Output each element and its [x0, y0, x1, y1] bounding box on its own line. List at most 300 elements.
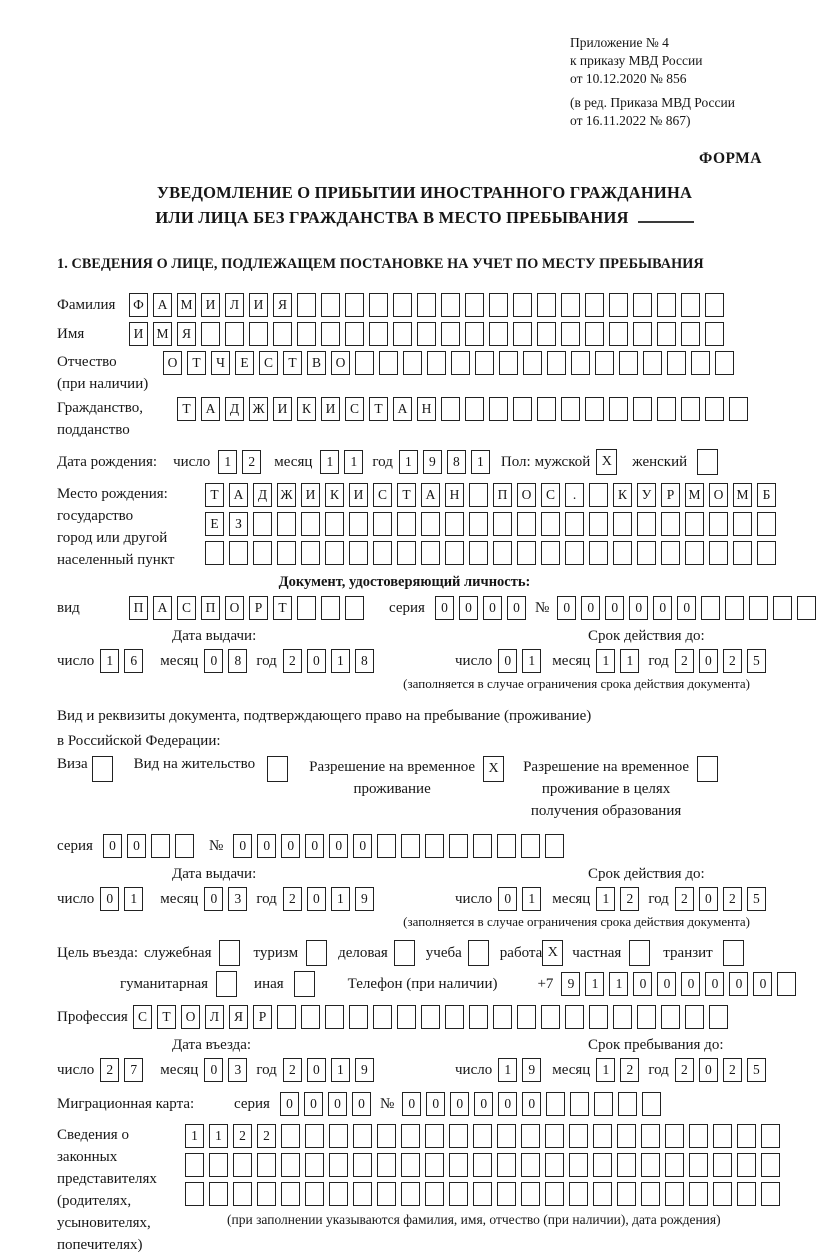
char-cell[interactable]: 2: [723, 887, 742, 911]
char-cell[interactable]: [489, 322, 508, 346]
char-cell[interactable]: [475, 351, 494, 375]
char-cell[interactable]: [667, 351, 686, 375]
char-cell[interactable]: К: [613, 483, 632, 507]
char-cell[interactable]: Д: [253, 483, 272, 507]
char-cell[interactable]: [449, 1124, 468, 1148]
char-cell[interactable]: [425, 1153, 444, 1177]
char-cell[interactable]: [417, 322, 436, 346]
char-cell[interactable]: 0: [233, 834, 252, 858]
char-cell[interactable]: [397, 512, 416, 536]
char-cell[interactable]: [661, 541, 680, 565]
char-cell[interactable]: 0: [204, 649, 223, 673]
char-cell[interactable]: [569, 1153, 588, 1177]
char-cell[interactable]: [709, 512, 728, 536]
char-cell[interactable]: [665, 1124, 684, 1148]
char-cell[interactable]: [277, 512, 296, 536]
char-cell[interactable]: [797, 596, 816, 620]
char-cell[interactable]: [609, 322, 628, 346]
char-cell[interactable]: [321, 596, 340, 620]
char-cell[interactable]: [493, 512, 512, 536]
char-cell[interactable]: [757, 512, 776, 536]
char-cell[interactable]: И: [321, 397, 340, 421]
char-cell[interactable]: [589, 483, 608, 507]
char-cell[interactable]: [349, 512, 368, 536]
char-cell[interactable]: [609, 397, 628, 421]
char-cell[interactable]: [689, 1153, 708, 1177]
char-cell[interactable]: [585, 293, 604, 317]
char-cell[interactable]: 0: [498, 887, 517, 911]
char-cell[interactable]: 1: [522, 649, 541, 673]
char-cell[interactable]: [521, 834, 540, 858]
char-cell[interactable]: Т: [397, 483, 416, 507]
char-cell[interactable]: [613, 1005, 632, 1029]
char-cell[interactable]: [369, 293, 388, 317]
purpose-work-checkbox[interactable]: X: [542, 940, 563, 966]
char-cell[interactable]: 3: [228, 1058, 247, 1082]
char-cell[interactable]: [325, 512, 344, 536]
char-cell[interactable]: [349, 541, 368, 565]
char-cell[interactable]: Л: [225, 293, 244, 317]
char-cell[interactable]: [465, 293, 484, 317]
char-cell[interactable]: 0: [657, 972, 676, 996]
char-cell[interactable]: [617, 1182, 636, 1206]
char-cell[interactable]: Ч: [211, 351, 230, 375]
char-cell[interactable]: Е: [205, 512, 224, 536]
char-cell[interactable]: 0: [280, 1092, 299, 1116]
char-cell[interactable]: [713, 1153, 732, 1177]
char-cell[interactable]: [425, 1124, 444, 1148]
char-cell[interactable]: [685, 1005, 704, 1029]
char-cell[interactable]: [705, 322, 724, 346]
char-cell[interactable]: Т: [157, 1005, 176, 1029]
gender-female-checkbox[interactable]: [697, 449, 718, 475]
char-cell[interactable]: [373, 541, 392, 565]
char-cell[interactable]: 0: [498, 1092, 517, 1116]
char-cell[interactable]: С: [177, 596, 196, 620]
char-cell[interactable]: П: [129, 596, 148, 620]
char-cell[interactable]: 0: [557, 596, 576, 620]
char-cell[interactable]: [569, 1182, 588, 1206]
char-cell[interactable]: 0: [329, 834, 348, 858]
char-cell[interactable]: 0: [522, 1092, 541, 1116]
char-cell[interactable]: [277, 1005, 296, 1029]
char-cell[interactable]: [593, 1153, 612, 1177]
char-cell[interactable]: Ж: [249, 397, 268, 421]
char-cell[interactable]: [379, 351, 398, 375]
char-cell[interactable]: 2: [283, 1058, 302, 1082]
char-cell[interactable]: [619, 351, 638, 375]
char-cell[interactable]: 0: [204, 1058, 223, 1082]
char-cell[interactable]: [517, 512, 536, 536]
char-cell[interactable]: 1: [596, 887, 615, 911]
char-cell[interactable]: [465, 397, 484, 421]
char-cell[interactable]: [545, 1182, 564, 1206]
char-cell[interactable]: 0: [705, 972, 724, 996]
char-cell[interactable]: [277, 541, 296, 565]
char-cell[interactable]: 0: [204, 887, 223, 911]
char-cell[interactable]: Н: [445, 483, 464, 507]
char-cell[interactable]: [229, 541, 248, 565]
char-cell[interactable]: С: [345, 397, 364, 421]
char-cell[interactable]: 1: [620, 649, 639, 673]
char-cell[interactable]: [613, 512, 632, 536]
char-cell[interactable]: 9: [522, 1058, 541, 1082]
char-cell[interactable]: Т: [177, 397, 196, 421]
char-cell[interactable]: [355, 351, 374, 375]
char-cell[interactable]: [301, 541, 320, 565]
char-cell[interactable]: [733, 541, 752, 565]
char-cell[interactable]: [253, 541, 272, 565]
char-cell[interactable]: [421, 512, 440, 536]
char-cell[interactable]: [685, 541, 704, 565]
char-cell[interactable]: 0: [328, 1092, 347, 1116]
gender-male-checkbox[interactable]: X: [596, 449, 617, 475]
char-cell[interactable]: 1: [585, 972, 604, 996]
char-cell[interactable]: [401, 1153, 420, 1177]
char-cell[interactable]: [637, 541, 656, 565]
char-cell[interactable]: 9: [355, 887, 374, 911]
char-cell[interactable]: [541, 512, 560, 536]
char-cell[interactable]: [537, 322, 556, 346]
char-cell[interactable]: [613, 541, 632, 565]
char-cell[interactable]: 1: [344, 450, 363, 474]
char-cell[interactable]: С: [133, 1005, 152, 1029]
char-cell[interactable]: [546, 1092, 565, 1116]
char-cell[interactable]: И: [249, 293, 268, 317]
char-cell[interactable]: [681, 397, 700, 421]
char-cell[interactable]: 7: [124, 1058, 143, 1082]
char-cell[interactable]: И: [201, 293, 220, 317]
char-cell[interactable]: [489, 397, 508, 421]
char-cell[interactable]: 0: [426, 1092, 445, 1116]
char-cell[interactable]: [757, 541, 776, 565]
char-cell[interactable]: [777, 972, 796, 996]
char-cell[interactable]: [273, 322, 292, 346]
char-cell[interactable]: [633, 322, 652, 346]
char-cell[interactable]: Е: [235, 351, 254, 375]
char-cell[interactable]: 0: [353, 834, 372, 858]
char-cell[interactable]: 1: [522, 887, 541, 911]
char-cell[interactable]: [585, 397, 604, 421]
char-cell[interactable]: [657, 397, 676, 421]
char-cell[interactable]: 2: [620, 887, 639, 911]
char-cell[interactable]: [565, 541, 584, 565]
char-cell[interactable]: 2: [620, 1058, 639, 1082]
char-cell[interactable]: В: [307, 351, 326, 375]
char-cell[interactable]: [561, 397, 580, 421]
char-cell[interactable]: [329, 1153, 348, 1177]
char-cell[interactable]: [209, 1153, 228, 1177]
char-cell[interactable]: 0: [681, 972, 700, 996]
char-cell[interactable]: [329, 1124, 348, 1148]
char-cell[interactable]: 0: [127, 834, 146, 858]
char-cell[interactable]: 6: [124, 649, 143, 673]
char-cell[interactable]: [541, 1005, 560, 1029]
char-cell[interactable]: [441, 322, 460, 346]
char-cell[interactable]: [233, 1153, 252, 1177]
char-cell[interactable]: [345, 293, 364, 317]
char-cell[interactable]: [497, 1124, 516, 1148]
char-cell[interactable]: [401, 834, 420, 858]
char-cell[interactable]: П: [493, 483, 512, 507]
char-cell[interactable]: [617, 1124, 636, 1148]
char-cell[interactable]: Т: [205, 483, 224, 507]
char-cell[interactable]: Ф: [129, 293, 148, 317]
char-cell[interactable]: [665, 1182, 684, 1206]
char-cell[interactable]: [593, 1124, 612, 1148]
char-cell[interactable]: М: [177, 293, 196, 317]
char-cell[interactable]: П: [201, 596, 220, 620]
char-cell[interactable]: [594, 1092, 613, 1116]
char-cell[interactable]: 2: [283, 887, 302, 911]
purpose-official-checkbox[interactable]: [219, 940, 240, 966]
char-cell[interactable]: 8: [228, 649, 247, 673]
char-cell[interactable]: К: [297, 397, 316, 421]
char-cell[interactable]: К: [325, 483, 344, 507]
char-cell[interactable]: [761, 1182, 780, 1206]
char-cell[interactable]: [403, 351, 422, 375]
char-cell[interactable]: 2: [257, 1124, 276, 1148]
residence-option-visa-checkbox[interactable]: [92, 756, 113, 782]
char-cell[interactable]: 0: [699, 887, 718, 911]
char-cell[interactable]: О: [163, 351, 182, 375]
char-cell[interactable]: [401, 1124, 420, 1148]
char-cell[interactable]: 0: [581, 596, 600, 620]
char-cell[interactable]: [209, 1182, 228, 1206]
char-cell[interactable]: [175, 834, 194, 858]
purpose-study-checkbox[interactable]: [468, 940, 489, 966]
char-cell[interactable]: 0: [435, 596, 454, 620]
char-cell[interactable]: [377, 1182, 396, 1206]
char-cell[interactable]: Н: [417, 397, 436, 421]
char-cell[interactable]: Р: [253, 1005, 272, 1029]
char-cell[interactable]: 0: [753, 972, 772, 996]
char-cell[interactable]: [321, 322, 340, 346]
char-cell[interactable]: [345, 596, 364, 620]
char-cell[interactable]: Я: [273, 293, 292, 317]
char-cell[interactable]: А: [421, 483, 440, 507]
char-cell[interactable]: [761, 1124, 780, 1148]
char-cell[interactable]: [689, 1182, 708, 1206]
char-cell[interactable]: 2: [283, 649, 302, 673]
char-cell[interactable]: [449, 1182, 468, 1206]
char-cell[interactable]: [589, 1005, 608, 1029]
char-cell[interactable]: 5: [747, 887, 766, 911]
char-cell[interactable]: 2: [242, 450, 261, 474]
char-cell[interactable]: [469, 483, 488, 507]
char-cell[interactable]: [713, 1124, 732, 1148]
char-cell[interactable]: [773, 596, 792, 620]
char-cell[interactable]: [305, 1124, 324, 1148]
char-cell[interactable]: И: [273, 397, 292, 421]
char-cell[interactable]: [637, 1005, 656, 1029]
char-cell[interactable]: [517, 541, 536, 565]
char-cell[interactable]: [281, 1124, 300, 1148]
char-cell[interactable]: [725, 596, 744, 620]
char-cell[interactable]: [661, 1005, 680, 1029]
char-cell[interactable]: [665, 1153, 684, 1177]
char-cell[interactable]: [377, 834, 396, 858]
char-cell[interactable]: [657, 322, 676, 346]
char-cell[interactable]: А: [201, 397, 220, 421]
char-cell[interactable]: [281, 1153, 300, 1177]
char-cell[interactable]: [642, 1092, 661, 1116]
char-cell[interactable]: [749, 596, 768, 620]
char-cell[interactable]: [545, 834, 564, 858]
char-cell[interactable]: 0: [629, 596, 648, 620]
char-cell[interactable]: [561, 293, 580, 317]
char-cell[interactable]: [325, 1005, 344, 1029]
char-cell[interactable]: И: [349, 483, 368, 507]
char-cell[interactable]: [545, 1124, 564, 1148]
char-cell[interactable]: [397, 541, 416, 565]
char-cell[interactable]: 3: [228, 887, 247, 911]
char-cell[interactable]: [469, 541, 488, 565]
char-cell[interactable]: [737, 1182, 756, 1206]
char-cell[interactable]: [297, 596, 316, 620]
char-cell[interactable]: О: [709, 483, 728, 507]
char-cell[interactable]: [609, 293, 628, 317]
char-cell[interactable]: [661, 512, 680, 536]
char-cell[interactable]: [681, 322, 700, 346]
char-cell[interactable]: [493, 541, 512, 565]
char-cell[interactable]: [301, 512, 320, 536]
char-cell[interactable]: М: [733, 483, 752, 507]
char-cell[interactable]: У: [637, 483, 656, 507]
char-cell[interactable]: Б: [757, 483, 776, 507]
char-cell[interactable]: [709, 541, 728, 565]
char-cell[interactable]: [545, 1153, 564, 1177]
char-cell[interactable]: Р: [661, 483, 680, 507]
char-cell[interactable]: [297, 322, 316, 346]
char-cell[interactable]: 1: [596, 1058, 615, 1082]
char-cell[interactable]: [201, 322, 220, 346]
char-cell[interactable]: [473, 1124, 492, 1148]
char-cell[interactable]: [257, 1153, 276, 1177]
char-cell[interactable]: [737, 1124, 756, 1148]
char-cell[interactable]: 0: [100, 887, 119, 911]
char-cell[interactable]: [425, 834, 444, 858]
char-cell[interactable]: [373, 1005, 392, 1029]
char-cell[interactable]: [493, 1005, 512, 1029]
char-cell[interactable]: 2: [675, 649, 694, 673]
char-cell[interactable]: [513, 293, 532, 317]
char-cell[interactable]: 8: [447, 450, 466, 474]
char-cell[interactable]: [473, 834, 492, 858]
char-cell[interactable]: 0: [498, 649, 517, 673]
char-cell[interactable]: 0: [307, 1058, 326, 1082]
char-cell[interactable]: [345, 322, 364, 346]
char-cell[interactable]: 2: [233, 1124, 252, 1148]
char-cell[interactable]: [441, 293, 460, 317]
char-cell[interactable]: [441, 397, 460, 421]
char-cell[interactable]: С: [541, 483, 560, 507]
char-cell[interactable]: [281, 1182, 300, 1206]
char-cell[interactable]: [297, 293, 316, 317]
char-cell[interactable]: 9: [355, 1058, 374, 1082]
char-cell[interactable]: [547, 351, 566, 375]
char-cell[interactable]: И: [129, 322, 148, 346]
char-cell[interactable]: [589, 512, 608, 536]
char-cell[interactable]: 2: [723, 649, 742, 673]
char-cell[interactable]: [513, 322, 532, 346]
char-cell[interactable]: З: [229, 512, 248, 536]
char-cell[interactable]: [537, 397, 556, 421]
residence-option-permit-checkbox[interactable]: [267, 756, 288, 782]
purpose-transit-checkbox[interactable]: [723, 940, 744, 966]
char-cell[interactable]: [569, 1124, 588, 1148]
char-cell[interactable]: [497, 1153, 516, 1177]
char-cell[interactable]: [225, 322, 244, 346]
char-cell[interactable]: [301, 1005, 320, 1029]
char-cell[interactable]: [353, 1124, 372, 1148]
char-cell[interactable]: 2: [675, 1058, 694, 1082]
char-cell[interactable]: [595, 351, 614, 375]
char-cell[interactable]: [705, 293, 724, 317]
char-cell[interactable]: [305, 1182, 324, 1206]
char-cell[interactable]: [325, 541, 344, 565]
char-cell[interactable]: [321, 293, 340, 317]
char-cell[interactable]: А: [153, 596, 172, 620]
char-cell[interactable]: 1: [471, 450, 490, 474]
char-cell[interactable]: [151, 834, 170, 858]
char-cell[interactable]: [397, 1005, 416, 1029]
char-cell[interactable]: 0: [307, 649, 326, 673]
char-cell[interactable]: 0: [633, 972, 652, 996]
char-cell[interactable]: [427, 351, 446, 375]
char-cell[interactable]: 5: [747, 1058, 766, 1082]
char-cell[interactable]: [521, 1182, 540, 1206]
char-cell[interactable]: [473, 1153, 492, 1177]
char-cell[interactable]: [705, 397, 724, 421]
char-cell[interactable]: [393, 322, 412, 346]
char-cell[interactable]: 0: [281, 834, 300, 858]
char-cell[interactable]: [641, 1182, 660, 1206]
char-cell[interactable]: [445, 541, 464, 565]
char-cell[interactable]: [618, 1092, 637, 1116]
char-cell[interactable]: [691, 351, 710, 375]
char-cell[interactable]: [521, 1153, 540, 1177]
char-cell[interactable]: Т: [187, 351, 206, 375]
char-cell[interactable]: [401, 1182, 420, 1206]
char-cell[interactable]: Л: [205, 1005, 224, 1029]
char-cell[interactable]: Т: [273, 596, 292, 620]
char-cell[interactable]: Я: [229, 1005, 248, 1029]
char-cell[interactable]: [473, 1182, 492, 1206]
char-cell[interactable]: 0: [729, 972, 748, 996]
char-cell[interactable]: 0: [474, 1092, 493, 1116]
char-cell[interactable]: [369, 322, 388, 346]
char-cell[interactable]: [465, 322, 484, 346]
char-cell[interactable]: 1: [185, 1124, 204, 1148]
char-cell[interactable]: [593, 1182, 612, 1206]
char-cell[interactable]: 2: [723, 1058, 742, 1082]
char-cell[interactable]: [715, 351, 734, 375]
char-cell[interactable]: [377, 1153, 396, 1177]
char-cell[interactable]: [353, 1153, 372, 1177]
char-cell[interactable]: [421, 541, 440, 565]
char-cell[interactable]: 0: [677, 596, 696, 620]
char-cell[interactable]: С: [259, 351, 278, 375]
char-cell[interactable]: [469, 512, 488, 536]
char-cell[interactable]: [329, 1182, 348, 1206]
char-cell[interactable]: Д: [225, 397, 244, 421]
char-cell[interactable]: Т: [369, 397, 388, 421]
char-cell[interactable]: 0: [699, 1058, 718, 1082]
residence-option-temp-checkbox[interactable]: X: [483, 756, 504, 782]
purpose-other-checkbox[interactable]: [294, 971, 315, 997]
char-cell[interactable]: [733, 512, 752, 536]
